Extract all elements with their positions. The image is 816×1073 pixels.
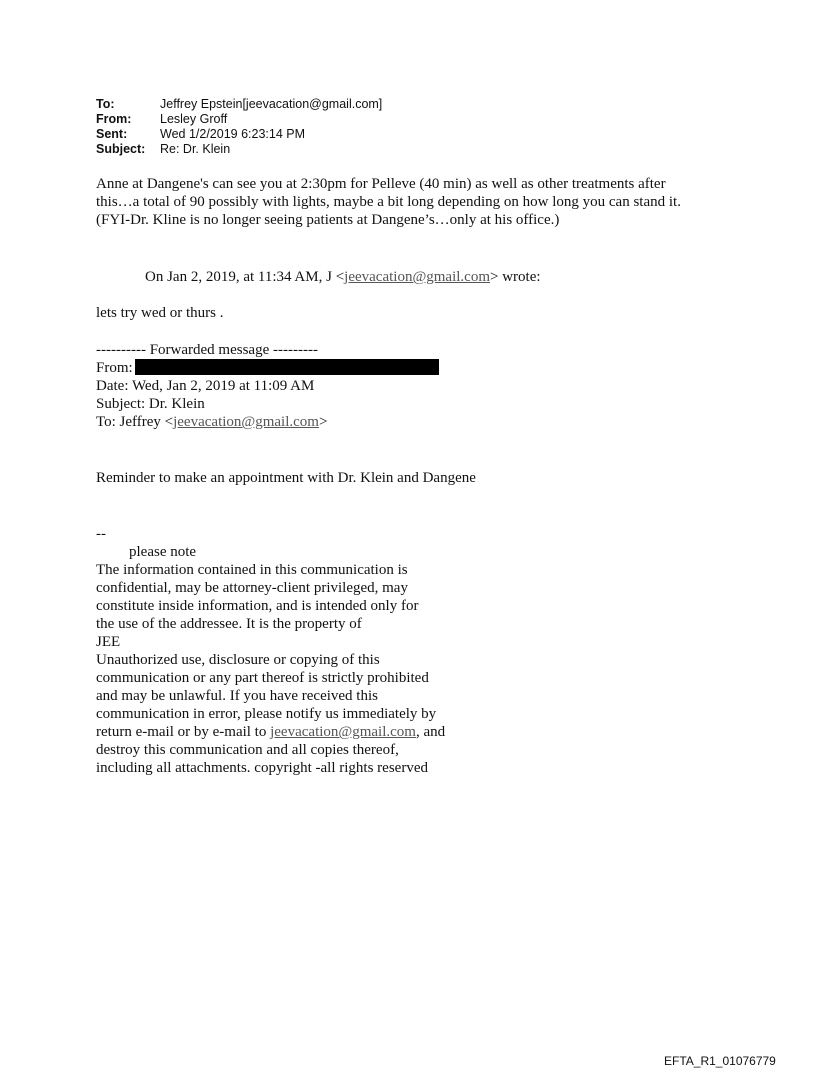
forwarded-to-email-link[interactable]: jeevacation@gmail.com <box>173 414 319 430</box>
quote-intro <box>145 268 541 286</box>
to-row <box>96 97 382 112</box>
signature-return-suffix: , and <box>415 724 446 740</box>
signature-line: and may be unlawful. If you have received this <box>96 688 378 704</box>
signature-block <box>96 525 445 777</box>
sent-value: Wed 1/2/2019 6:23:14 PM <box>160 127 306 141</box>
signature-line: destroy this communication and all copies thereof, <box>96 742 399 758</box>
subject-row <box>96 142 382 157</box>
signature-line: communication or any part thereof is strictly prohibited <box>96 670 429 686</box>
from-label: From: <box>96 112 132 126</box>
quote-intro-suffix: > wrote: <box>490 269 541 285</box>
signature-dashes: -- <box>96 526 106 542</box>
signature-line: confidential, may be attorney-client privileged, may <box>96 580 408 596</box>
to-value: Jeffrey Epstein[jeevacation@gmail.com] <box>160 97 383 111</box>
from-row <box>96 112 382 127</box>
email-header <box>96 97 382 157</box>
signature-line: The information contained in this communication is <box>96 562 408 578</box>
from-value: Lesley Groff <box>160 112 228 126</box>
forwarded-to-prefix: To: Jeffrey < <box>96 414 174 430</box>
forwarded-to-suffix: > <box>318 414 328 430</box>
sent-row <box>96 127 382 142</box>
to-label: To: <box>96 97 115 111</box>
forwarded-subject: Subject: Dr. Klein <box>96 396 205 412</box>
signature-line: the use of the addressee. It is the property of <box>96 616 362 632</box>
message-body <box>96 175 736 229</box>
forwarded-from-row <box>96 359 439 377</box>
subject-value: Re: Dr. Klein <box>160 142 231 156</box>
signature-line: including all attachments. copyright -all rights reserved <box>96 760 428 776</box>
message-line: Anne at Dangene's can see you at 2:30pm for Pelleve (40 min) as well as other treatments after <box>96 176 666 192</box>
quote-intro-prefix: On Jan 2, 2019, at 11:34 AM, J < <box>145 269 345 285</box>
forwarded-divider: ---------- Forwarded message --------- <box>96 342 318 358</box>
forwarded-date: Date: Wed, Jan 2, 2019 at 11:09 AM <box>96 378 315 394</box>
signature-line: JEE <box>96 634 121 650</box>
quote-email-link[interactable]: jeevacation@gmail.com <box>344 269 490 285</box>
message-line: this…a total of 90 possibly with lights, maybe a bit long depending on how long you can stand it. <box>96 194 681 210</box>
redaction-bar <box>135 359 439 375</box>
sent-label: Sent: <box>96 127 128 141</box>
signature-line: Unauthorized use, disclosure or copying of this <box>96 652 380 668</box>
forwarded-from-label: From: <box>96 360 133 376</box>
signature-note: please note <box>129 544 197 560</box>
signature-return-prefix: return e-mail or by e-mail to <box>96 724 271 740</box>
forwarded-message <box>96 341 439 431</box>
message-line: (FYI-Dr. Kline is no longer seeing patients at Dangene’s…only at his office.) <box>96 212 560 228</box>
document-id-footer: EFTA_R1_01076779 <box>664 1054 776 1068</box>
quote-reply: lets try wed or thurs . <box>96 305 224 321</box>
forwarded-body: Reminder to make an appointment with Dr. Klein and Dangene <box>96 470 476 486</box>
subject-label: Subject: <box>96 142 146 156</box>
signature-return-line <box>96 723 445 741</box>
forwarded-to-row <box>96 413 439 431</box>
signature-line: communication in error, please notify us immediately by <box>96 706 437 722</box>
signature-email-link[interactable]: jeevacation@gmail.com <box>270 724 416 740</box>
signature-line: constitute inside information, and is intended only for <box>96 598 419 614</box>
